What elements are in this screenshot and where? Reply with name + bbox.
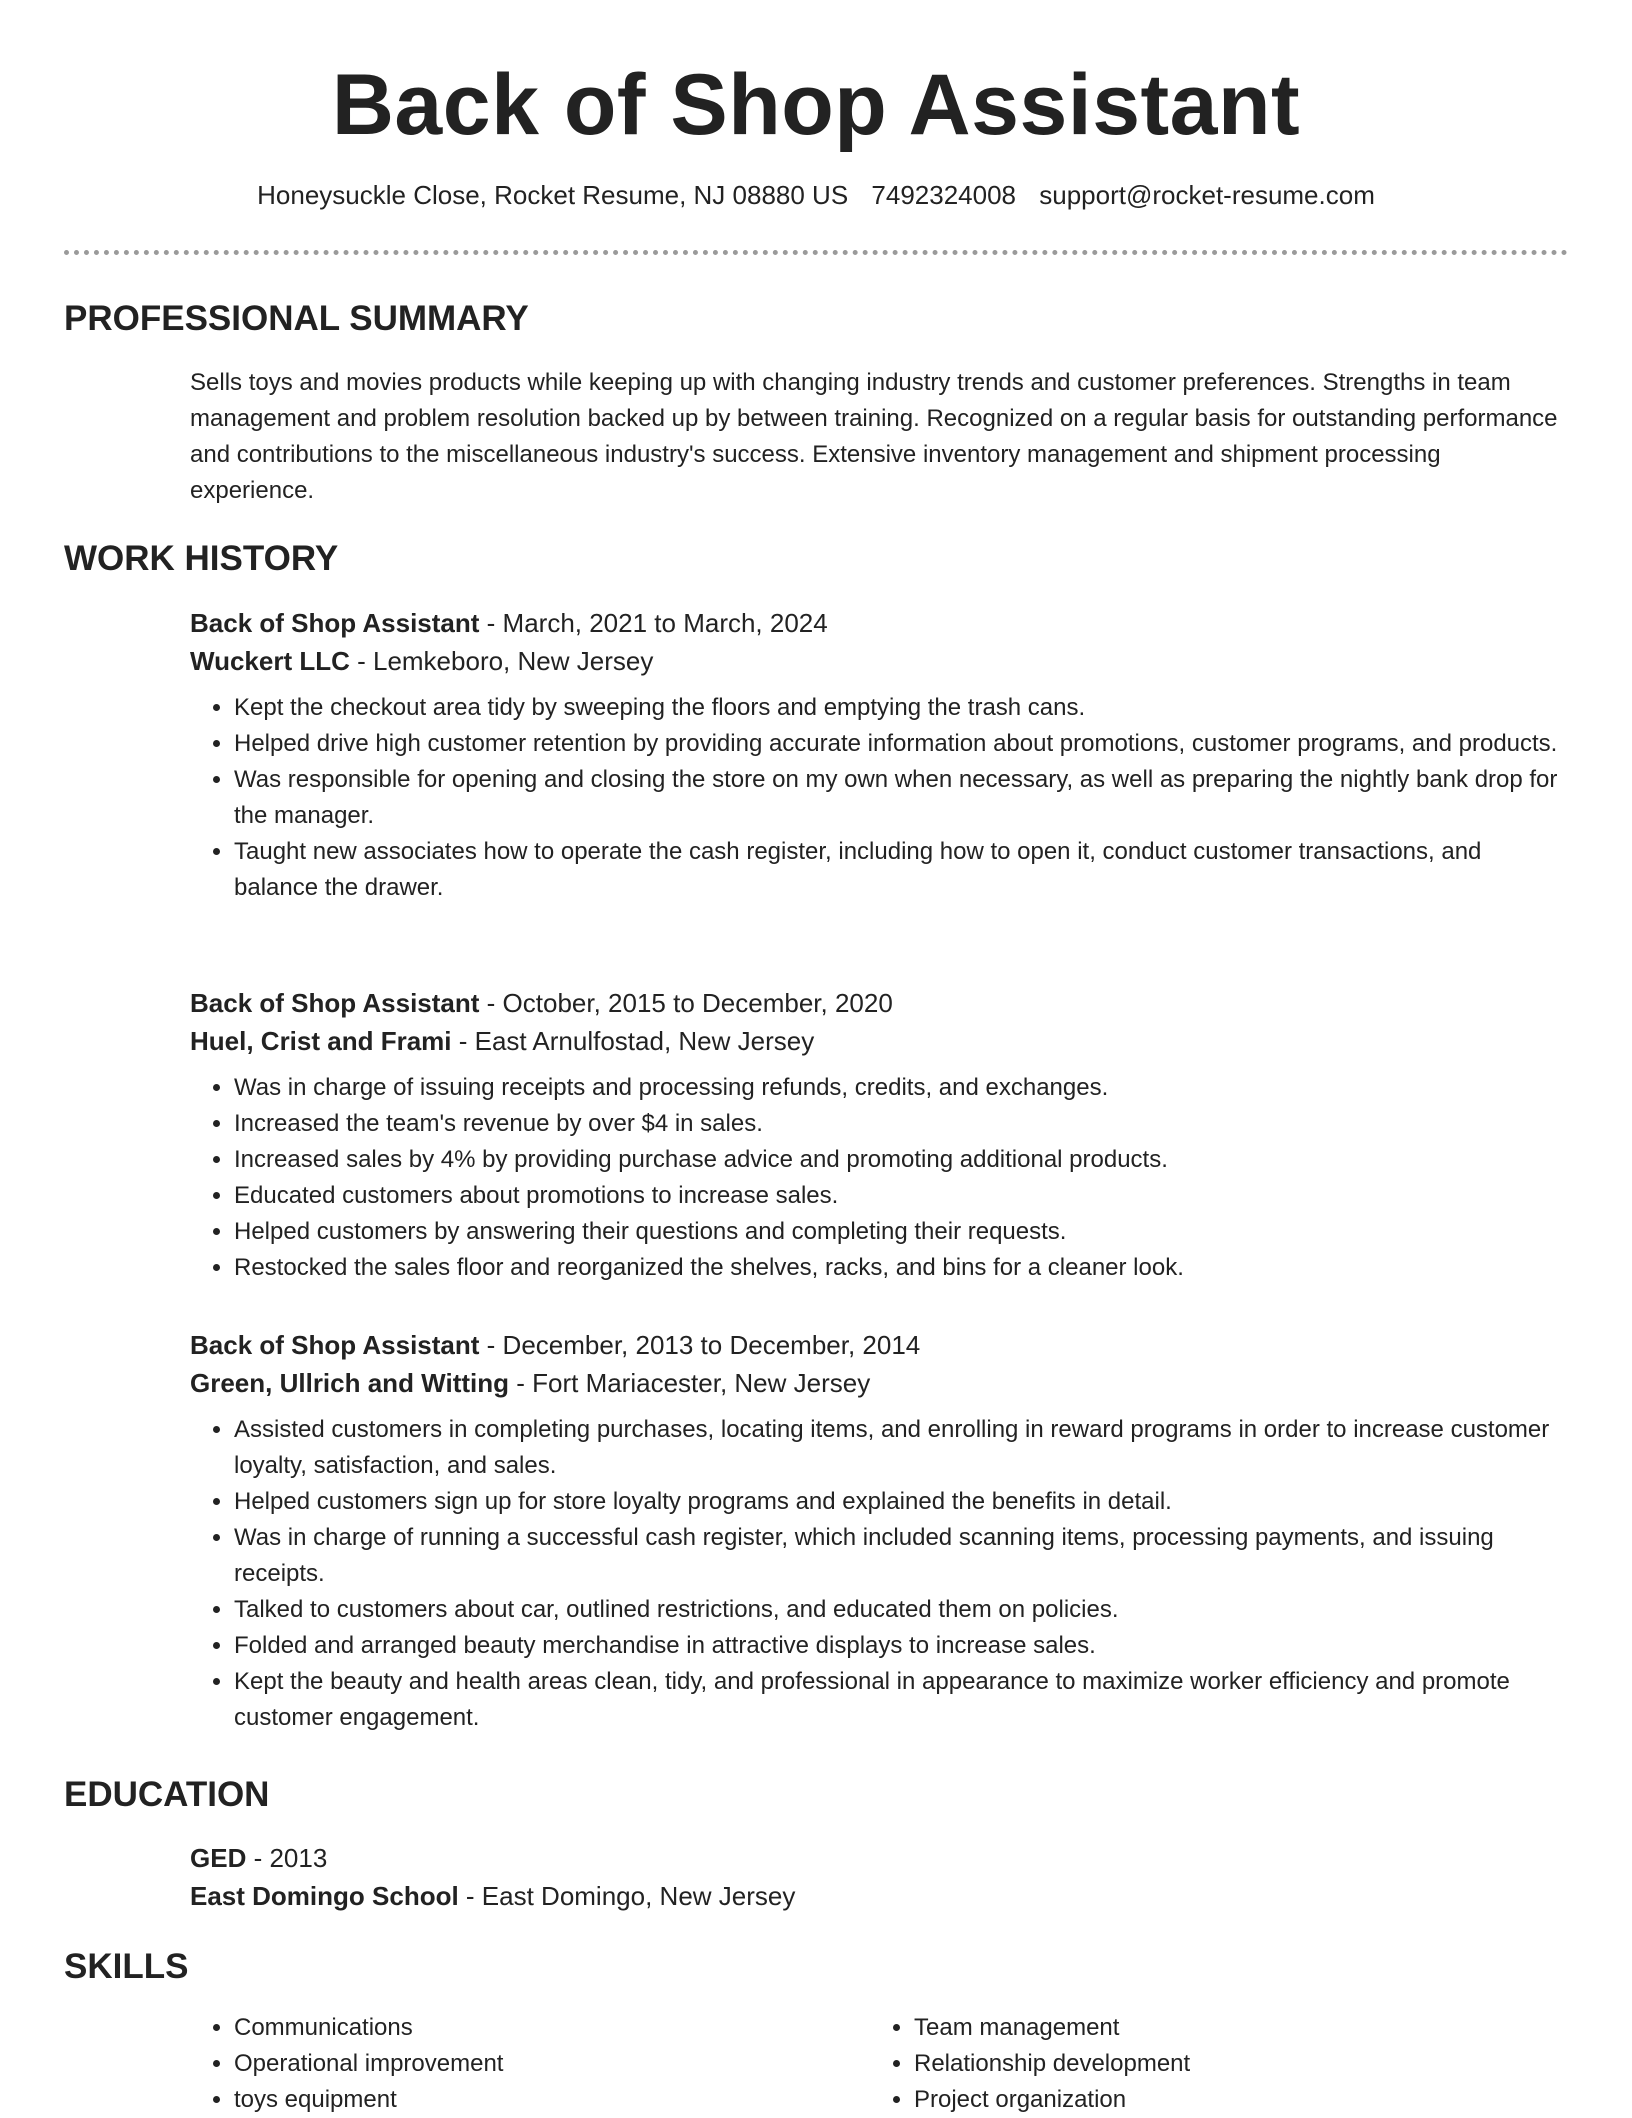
job-company: Huel, Crist and Frami xyxy=(190,1026,452,1056)
education-location: - East Domingo, New Jersey xyxy=(458,1881,796,1911)
section-title-summary: PROFESSIONAL SUMMARY xyxy=(64,299,529,338)
contact-phone: 7492324008 xyxy=(871,180,1017,210)
job-bullet: • Taught new associates how to operate the cash register, including how to open it, conduct customer transactions, and balance the drawer. xyxy=(234,834,1568,906)
skills-column-right xyxy=(870,2010,1490,2118)
education-degree: GED xyxy=(190,1843,247,1873)
education-school-line xyxy=(190,1877,1568,1915)
job-bullet: • Increased the team's revenue by over $4 in sales. xyxy=(234,1106,1568,1142)
job-bullet: • Kept the beauty and health areas clean, tidy, and professional in appearance to maximize worker efficiency and promote customer engagement. xyxy=(234,1664,1568,1736)
job-title: Back of Shop Assistant xyxy=(190,988,480,1018)
education-school: East Domingo School xyxy=(190,1881,459,1911)
job-title: Back of Shop Assistant xyxy=(190,1330,480,1360)
job-company-line xyxy=(190,1364,1568,1402)
job-location: - East Arnulfostad, New Jersey xyxy=(451,1026,815,1056)
header-divider xyxy=(64,250,1568,255)
job-company-line xyxy=(190,1022,1568,1060)
job-bullet: • Helped customers sign up for store loyalty programs and explained the benefits in detail. xyxy=(234,1484,1568,1520)
job-dates: - March, 2021 to March, 2024 xyxy=(479,608,828,638)
skill-item: • Communications xyxy=(234,2010,810,2046)
job-bullet: • Was responsible for opening and closing the store on my own when necessary, as well as preparing the nightly bank drop for the manager. xyxy=(234,762,1568,834)
job-bullet: • Was in charge of issuing receipts and processing refunds, credits, and exchanges. xyxy=(234,1070,1568,1106)
section-title-skills: SKILLS xyxy=(64,1947,189,1986)
skill-item: • Team management xyxy=(914,2010,1490,2046)
contact-line xyxy=(64,178,1568,212)
job-bullet: • Educated customers about promotions to increase sales. xyxy=(234,1178,1568,1214)
job-bullet: • Restocked the sales floor and reorganized the shelves, racks, and bins for a cleaner look. xyxy=(234,1250,1568,1286)
job-bullet: • Was in charge of running a successful cash register, which included scanning items, processing payments, and issuing receipts. xyxy=(234,1520,1568,1592)
candidate-name: Back of Shop Assistant xyxy=(331,57,1301,153)
education-year: - 2013 xyxy=(246,1843,328,1873)
skill-item: • Operational improvement xyxy=(234,2046,810,2082)
skill-item: • Relationship development xyxy=(914,2046,1490,2082)
education-degree-line xyxy=(190,1839,1568,1877)
job-bullet: • Talked to customers about car, outlined restrictions, and educated them on policies. xyxy=(234,1592,1568,1628)
resume-page xyxy=(64,0,1568,2113)
skills-list xyxy=(870,2010,1490,2118)
contact-email: support@rocket-resume.com xyxy=(1039,180,1375,210)
job-location: - Fort Mariacester, New Jersey xyxy=(509,1368,871,1398)
job-company-line xyxy=(190,642,1568,680)
job-title: Back of Shop Assistant xyxy=(190,608,480,638)
job-dates: - October, 2015 to December, 2020 xyxy=(479,988,893,1018)
job-bullets xyxy=(190,1412,1568,1736)
job-bullet: • Assisted customers in completing purchases, locating items, and enrolling in reward programs in order to increase customer loyalty, satisfaction, and sales. xyxy=(234,1412,1568,1484)
skills-column-left xyxy=(190,2010,810,2118)
job-bullet: • Kept the checkout area tidy by sweeping the floors and emptying the trash cans. xyxy=(234,690,1568,726)
section-title-work-history: WORK HISTORY xyxy=(64,539,339,578)
skill-item: • Project organization xyxy=(914,2082,1490,2118)
contact-address: Honeysuckle Close, Rocket Resume, NJ 08880 US xyxy=(257,180,849,210)
job-bullet: • Helped customers by answering their questions and completing their requests. xyxy=(234,1214,1568,1250)
job-entry xyxy=(190,604,1568,906)
job-bullets xyxy=(190,1070,1568,1286)
skill-item: • toys equipment xyxy=(234,2082,810,2118)
job-title-line xyxy=(190,1326,1568,1364)
job-bullets xyxy=(190,690,1568,906)
job-entry xyxy=(190,1326,1568,1736)
skills-list xyxy=(190,2010,810,2118)
education-entry xyxy=(190,1839,1568,1915)
job-bullet: • Increased sales by 4% by providing purchase advice and promoting additional products. xyxy=(234,1142,1568,1178)
job-location: - Lemkeboro, New Jersey xyxy=(349,646,654,676)
job-company: Wuckert LLC xyxy=(190,646,350,676)
job-company: Green, Ullrich and Witting xyxy=(190,1368,510,1398)
job-bullet: • Helped drive high customer retention by providing accurate information about promotions, customer programs, and products. xyxy=(234,726,1568,762)
job-title-line xyxy=(190,604,1568,642)
section-title-education: EDUCATION xyxy=(64,1775,270,1814)
job-dates: - December, 2013 to December, 2014 xyxy=(479,1330,921,1360)
job-bullet: • Folded and arranged beauty merchandise in attractive displays to increase sales. xyxy=(234,1628,1568,1664)
job-title-line xyxy=(190,984,1568,1022)
summary-text: Sells toys and movies products while keeping up with changing industry trends and customer preferences. Strengths in team management and problem resolution backed up by between training. Recognized on a regular basis for outstanding performance and contributions to the miscellaneous industry's success. Extensive inventory management and shipment processing experience. xyxy=(190,369,1558,504)
job-entry xyxy=(190,984,1568,1286)
